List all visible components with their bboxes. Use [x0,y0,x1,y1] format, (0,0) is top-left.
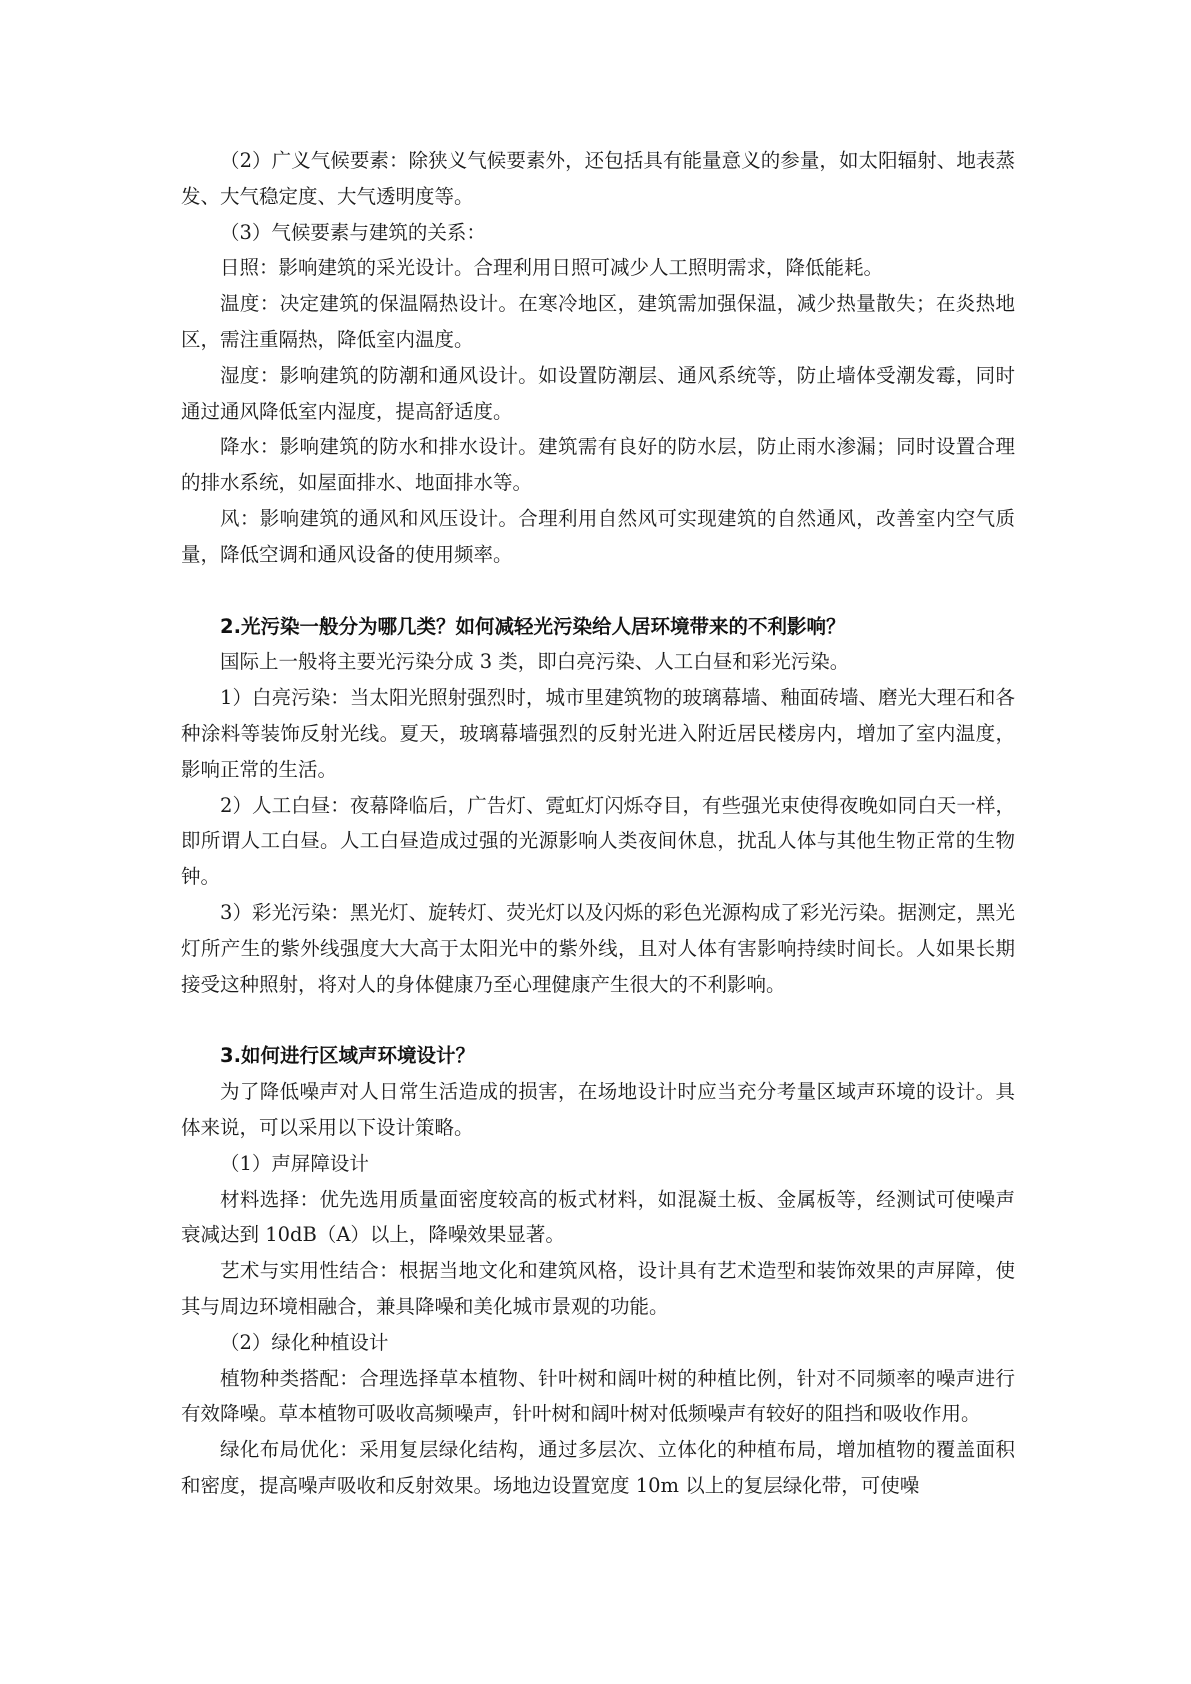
paragraph-temperature: 温度：决定建筑的保温隔热设计。在寒冷地区，建筑需加强保温，减少热量散失；在炎热地区，需注重隔热，降低室内温度。 [181,292,1015,351]
paragraph-climate-building-relation: （3）气候要素与建筑的关系： [220,220,486,244]
paragraph-artificial-daylight: 2）人工白昼：夜幕降临后，广告灯、霓虹灯闪烁夺目，有些强光束使得夜晚如同白天一样，即所谓人工白昼。人工白昼造成过强的光源影响人类夜间休息，扰乱人体与其他生物正常的生物钟。 [181,793,1015,889]
paragraph-material-selection: 材料选择：优先选用质量面密度较高的板式材料，如混凝土板、金属板等，经测试可使噪声衰减达到 10dB（A）以上，降噪效果显著。 [181,1187,1015,1247]
section-spacer [181,1002,1015,1038]
paragraph-art-and-practicality: 艺术与实用性结合：根据当地文化和建筑风格，设计具有艺术造型和装饰效果的声屏障，使其与周边环境相融合，兼具降噪和美化城市景观的功能。 [181,1259,1015,1318]
paragraph-greening-layout: 绿化布局优化：采用复层绿化结构，通过多层次、立体化的种植布局，增加植物的覆盖面积和密度，提高噪声吸收和反射效果。场地边设置宽度 10m 以上的复层绿化带，可使噪 [181,1438,1015,1497]
heading-acoustic-design: 3.如何进行区域声环境设计？ [220,1044,475,1068]
paragraph-sound-barrier-title: （1）声屏障设计 [220,1151,369,1175]
page-content [181,143,1015,1504]
paragraph-white-pollution: 1）白亮污染：当太阳光照射强烈时，城市里建筑物的玻璃幕墙、釉面砖墙、磨光大理石和各种涂料等装饰反射光线。夏天，玻璃幕墙强烈的反射光进入附近居民楼房内，增加了室内温度，影响正常的生活。 [181,686,1015,781]
heading-light-pollution: 2.光污染一般分为哪几类？如何减轻光污染给人居环境带来的不利影响？ [220,614,846,638]
paragraph-broad-climate-elements: （2）广义气候要素：除狭义气候要素外，还包括具有能量意义的参量，如太阳辐射、地表蒸发、大气稳定度、大气透明度等。 [181,149,1015,208]
paragraph-humidity: 湿度：影响建筑的防潮和通风设计。如设置防潮层、通风系统等，防止墙体受潮发霉，同时通过通风降低室内湿度，提高舒适度。 [181,363,1015,423]
paragraph-wind: 风：影响建筑的通风和风压设计。合理利用自然风可实现建筑的自然通风，改善室内空气质量，降低空调和通风设备的使用频率。 [181,506,1015,566]
paragraph-light-pollution-types: 国际上一般将主要光污染分成 3 类，即白亮污染、人工白昼和彩光污染。 [220,650,850,674]
paragraph-precipitation: 降水：影响建筑的防水和排水设计。建筑需有良好的防水层，防止雨水渗漏；同时设置合理的排水系统，如屋面排水、地面排水等。 [181,435,1015,495]
paragraph-greening-title: （2）绿化种植设计 [220,1330,389,1354]
section-spacer [181,573,1015,609]
paragraph-sunlight: 日照：影响建筑的采光设计。合理利用日照可减少人工照明需求，降低能耗。 [220,256,884,280]
paragraph-acoustic-intro: 为了降低噪声对人日常生活造成的损害，在场地设计时应当充分考量区域声环境的设计。具体来说，可以采用以下设计策略。 [181,1080,1015,1139]
paragraph-plant-species: 植物种类搭配：合理选择草本植物、针叶树和阔叶树的种植比例，针对不同频率的噪声进行有效降噪。草本植物可吸收高频噪声，针叶树和阔叶树对低频噪声有较好的阻挡和吸收作用。 [181,1366,1015,1426]
paragraph-colored-light-pollution: 3）彩光污染：黑光灯、旋转灯、荧光灯以及闪烁的彩色光源构成了彩光污染。据测定，黑光灯所产生的紫外线强度大大高于太阳光中的紫外线，且对人体有害影响持续时间长。人如果长期接受这种照射，将对人的身体健康乃至心理健康产生很大的不利影响。 [181,900,1015,996]
